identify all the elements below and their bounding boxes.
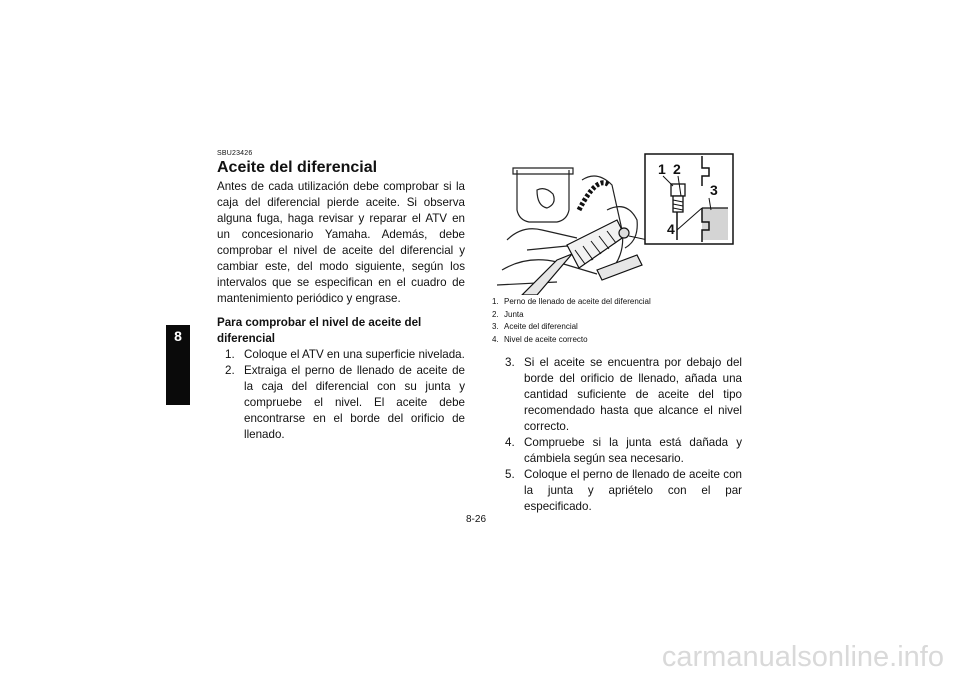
watermark: carmanualsonline.info <box>661 641 944 673</box>
intro-paragraph: Antes de cada utilización debe comprobar si la caja del diferencial pierde aceite. Si observa alguna fuga, haga revisar y reparar el ATV en un concesionario Yamaha. Además, debe comprobar el nivel de aceite del diferencial y cambiar este, del modo siguiente, según los intervalos que se especifican en el cuadro de mantenimiento periódico y engrase. <box>217 180 465 305</box>
step-item <box>497 467 742 515</box>
caption-item <box>492 309 752 322</box>
figure-label-3: 3 <box>710 182 718 198</box>
figure-label-2: 2 <box>673 161 681 177</box>
chapter-tab <box>166 325 190 405</box>
step-number: 4. <box>505 436 515 449</box>
figure-label-1: 1 <box>658 161 666 177</box>
step-text: Coloque el perno de llenado de aceite con la junta y apriételo con el par especificado. <box>524 468 742 513</box>
caption-item <box>492 296 752 309</box>
differential-figure <box>497 150 738 295</box>
caption-text: Junta <box>504 309 524 319</box>
right-column <box>497 355 742 515</box>
caption-text: Aceite del diferencial <box>504 322 578 331</box>
step-item <box>497 435 742 467</box>
steps-list-left <box>217 347 465 443</box>
caption-number: 3. <box>492 322 499 331</box>
step-text: Si el aceite se encuentra por debajo del borde del orificio de llenado, añada una cantidad suficiente de aceite del tipo recomendado hasta que alcance el nivel correcto. <box>524 356 742 433</box>
caption-text: Perno de llenado de aceite del diferencial <box>504 297 651 306</box>
step-item <box>217 347 465 363</box>
step-text: Extraiga el perno de llenado de aceite de la caja del diferencial con su junta y compruebe el nivel. El aceite debe encontrarse en el borde del orificio de llenado. <box>244 364 465 441</box>
step-item <box>217 363 465 443</box>
step-text: Compruebe si la junta está dañada y cámbiela según sea necesario. <box>524 436 742 465</box>
caption-number: 4. <box>492 334 499 344</box>
section-title: Aceite del diferencial <box>217 159 378 176</box>
caption-number: 2. <box>492 309 499 319</box>
step-item <box>497 355 742 435</box>
steps-list-right <box>497 355 742 515</box>
caption-text: Nivel de aceite correcto <box>504 334 588 344</box>
figure-label-4: 4 <box>667 221 675 237</box>
caption-item <box>492 321 752 334</box>
step-number: 1. <box>225 348 235 361</box>
caption-number: 1. <box>492 297 499 306</box>
step-number: 3. <box>505 356 515 369</box>
step-number: 2. <box>225 364 235 377</box>
step-text: Coloque el ATV en una superficie nivelada. <box>244 348 465 361</box>
chapter-number: 8 <box>174 328 182 344</box>
step-number: 5. <box>505 468 515 481</box>
subheading: Para comprobar el nivel de aceite del diferencial <box>217 316 422 345</box>
figure-captions <box>492 296 752 346</box>
left-column <box>217 150 465 443</box>
page-number: 8-26 <box>466 514 487 525</box>
differential-illustration <box>497 150 738 295</box>
section-code: SBU23426 <box>217 150 253 157</box>
caption-item <box>492 334 752 347</box>
